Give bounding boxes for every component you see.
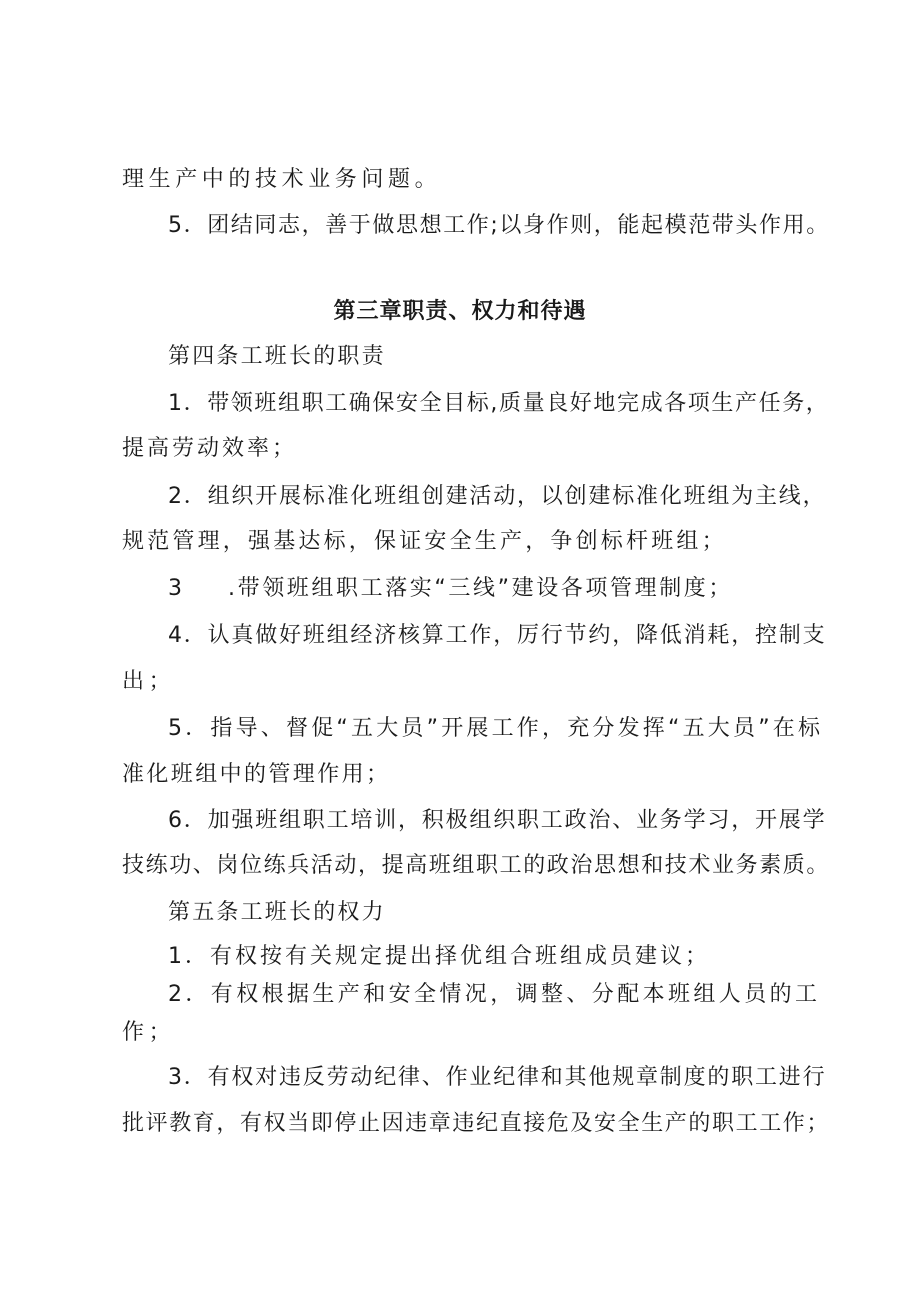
section-heading: 第四条工班长的职责 bbox=[168, 344, 386, 369]
paragraph-line: 5．团结同志，善于做思想工作;以身作则，能起模范带头作用。 bbox=[168, 213, 830, 238]
list-number: 3 bbox=[168, 576, 187, 601]
paragraph-line: 作； bbox=[122, 1020, 176, 1045]
paragraph-line: 3．有权对违反劳动纪律、作业纪律和其他规章制度的职工进行 bbox=[168, 1065, 827, 1090]
paragraph-line: 理生产中的技术业务问题。 bbox=[122, 167, 442, 192]
chapter-title: 第三章职责、权力和待遇 bbox=[333, 299, 587, 324]
paragraph-line: 规范管理，强基达标，保证安全生产，争创标杆班组； bbox=[122, 529, 727, 554]
paragraph-line: 准化班组中的管理作用； bbox=[122, 762, 391, 787]
paragraph-line: 4．认真做好班组经济核算工作，厉行节约，降低消耗，控制支 bbox=[168, 623, 827, 648]
paragraph-line: 5．指导、督促“五大员”开展工作，充分发挥“五大员”在标 bbox=[168, 716, 824, 741]
paragraph-line: 出； bbox=[122, 669, 176, 694]
paragraph-line: 2．有权根据生产和安全情况，调整、分配本班组人员的工 bbox=[168, 982, 821, 1007]
paragraph-line: 技练功、岗位练兵活动，提高班组职工的政治思想和技术业务素质。 bbox=[122, 853, 831, 878]
paragraph-line: .带领班组职工落实“三线”建设各项管理制度； bbox=[228, 576, 733, 601]
paragraph-line: 批评教育，有权当即停止因违章违纪直接危及安全生产的职工工作； bbox=[122, 1111, 831, 1136]
paragraph-line: 6．加强班组职工培训，积极组织职工政治、业务学习，开展学 bbox=[168, 808, 827, 833]
paragraph-line: 提高劳动效率； bbox=[122, 436, 298, 461]
section-heading: 第五条工班长的权力 bbox=[168, 900, 386, 925]
paragraph-line: 1．有权按有关规定提出择优组合班组成员建议； bbox=[168, 944, 710, 969]
paragraph-line: 2．组织开展标准化班组创建活动，以创建标准化班组为主线， bbox=[168, 484, 827, 509]
paragraph-line: 1．带领班组职工确保安全目标,质量良好地完成各项生产任务， bbox=[168, 391, 830, 416]
